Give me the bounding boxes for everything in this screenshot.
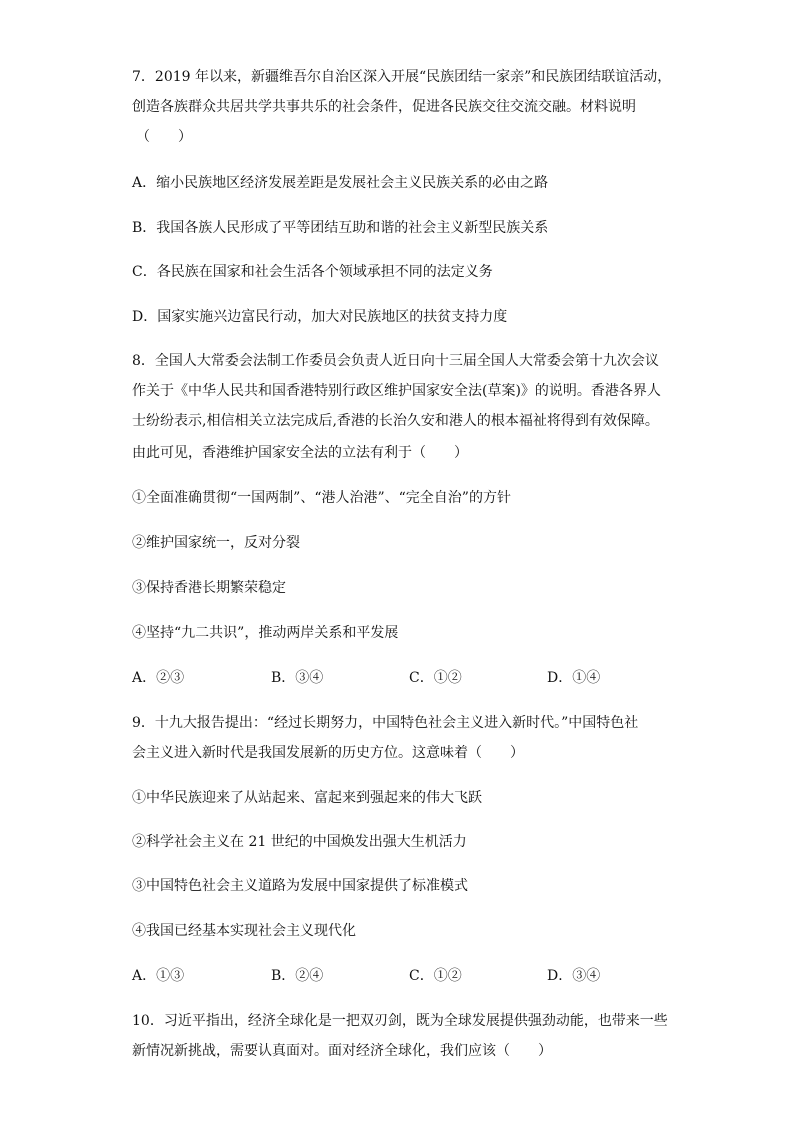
q8-statement-3: ③保持香港长期繁荣稳定	[132, 580, 286, 596]
q8-stem-line-1: 8．全国人大常委会法制工作委员会负责人近日向十三届全国人大常委会第十九次会议	[132, 353, 659, 369]
q8-stem-line-2: 作关于《中华人民共和国香港特别行政区维护国家安全法(草案)》的说明。香港各界人	[132, 383, 661, 399]
q8-choice-a: A．②③	[132, 670, 185, 686]
q8-choice-c: C．①②	[409, 670, 462, 686]
q9-statement-2: ②科学社会主义在 21 世纪的中国焕发出强大生机活力	[132, 834, 467, 850]
q8-statement-4: ④坚持“九二共识”，推动两岸关系和平发展	[132, 625, 399, 641]
q7-answer-blank: （ ）	[136, 129, 192, 145]
q7-option-b: B．我国各族人民形成了平等团结互助和谐的社会主义新型民族关系	[132, 220, 549, 236]
q9-statement-3: ③中国特色社会主义道路为发展中国家提供了标准模式	[132, 878, 468, 894]
q7-option-d: D．国家实施兴边富民行动，加大对民族地区的扶贫支持力度	[132, 309, 508, 325]
q10-stem-line-2: 新情况新挑战，需要认真面对。面对经济全球化，我们应该（ ）	[132, 1043, 552, 1059]
q10-stem-line-1: 10．习近平指出，经济全球化是一把双刃剑，既为全球发展提供强劲动能，也带来一些	[132, 1013, 668, 1029]
q8-stem-line-3: 士纷纷表示,相信相关立法完成后,香港的长治久安和港人的根本福祉将得到有效保障。	[132, 413, 659, 429]
q8-stem-line-4: 由此可见，香港维护国家安全法的立法有利于（ ）	[132, 445, 468, 461]
q8-choice-d: D．①④	[547, 670, 601, 686]
q9-statement-4: ④我国已经基本实现社会主义现代化	[132, 923, 356, 939]
q9-stem-line-2: 会主义进入新时代是我国发展新的历史方位。这意味着（ ）	[132, 745, 524, 761]
q9-choice-d: D．③④	[547, 968, 601, 984]
q9-choice-b: B．②④	[271, 968, 324, 984]
q7-option-a: A．缩小民族地区经济发展差距是发展社会主义民族关系的必由之路	[132, 175, 549, 191]
q8-statement-1: ①全面准确贯彻“一国两制”、“港人治港”、“完全自治”的方针	[132, 490, 511, 506]
q8-statement-2: ②维护国家统一，反对分裂	[132, 535, 300, 551]
q9-statement-1: ①中华民族迎来了从站起来、富起来到强起来的伟大飞跃	[132, 790, 482, 806]
q7-stem-line-2: 创造各族群众共居共学共事共乐的社会条件，促进各民族交往交流交融。材料说明	[132, 99, 636, 115]
q7-option-c: C．各民族在国家和社会生活各个领域承担不同的法定义务	[132, 264, 493, 280]
q9-choice-c: C．①②	[409, 968, 462, 984]
q7-stem-line-1: 7．2019 年以来，新疆维吾尔自治区深入开展“民族团结一家亲”和民族团结联谊活动，	[132, 69, 672, 85]
q9-stem-line-1: 9．十九大报告提出：“经过长期努力，中国特色社会主义进入新时代。”中国特色社	[132, 715, 639, 731]
q8-choice-b: B．③④	[271, 670, 324, 686]
q9-choice-a: A．①③	[132, 968, 185, 984]
